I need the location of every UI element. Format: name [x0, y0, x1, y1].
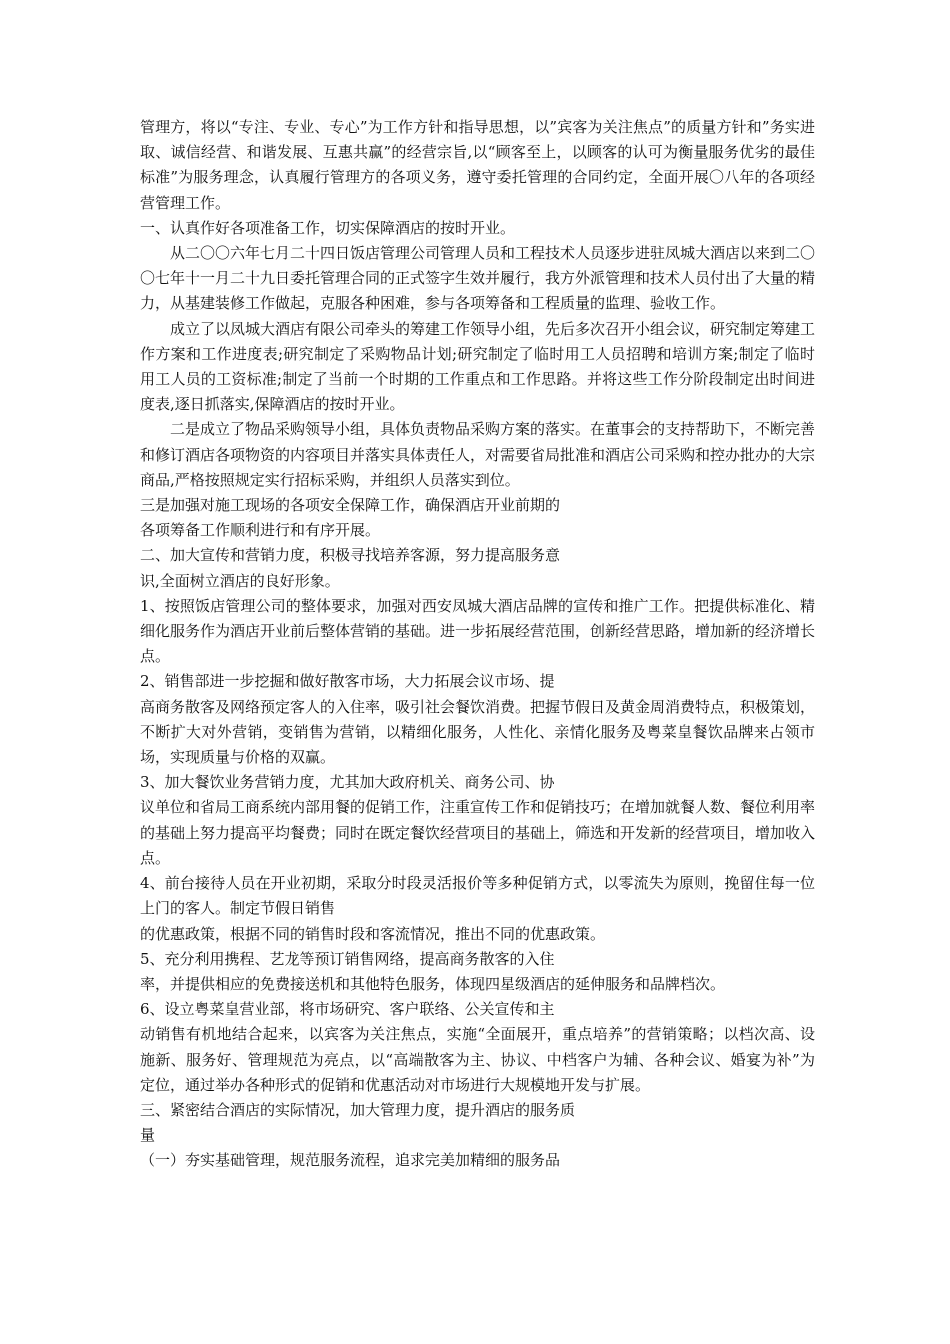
section-heading: 一、认真作好各项准备工作，切实保障酒店的按时开业。: [140, 218, 516, 237]
section-heading: 量: [140, 1126, 156, 1145]
paragraph: 成立了以凤城大酒店有限公司牵头的筹建工作领导小组，先后多次召开小组会议，研究制定筹建工作方案和工作进度表;研究制定了采购物品计划;研究制定了临时用工人员招聘和培训方案;制定了临时用工人员的工资标准;制定了当前一个时期的工作重点和工作思路。并将这些工作分阶段制定出时间进度表,逐日抓落实,保障酒店的按时开业。: [140, 319, 816, 414]
paragraph: 三是加强对施工现场的各项安全保障工作，确保酒店开业前期的: [140, 496, 561, 515]
paragraph: 的优惠政策，根据不同的销售时段和客流情况，推出不同的优惠政策。: [140, 924, 606, 943]
section-heading: 二、加大宣传和营销力度，积极寻找培养客源，努力提高服务意: [140, 546, 561, 565]
paragraph: 高商务散客及网络预定客人的入住率，吸引社会餐饮消费。把握节假日及黄金周消费特点，积极策划，不断扩大对外营销，变销售为营销，以精细化服务，人性化、亲情化服务及粤菜皇餐饮品牌来占领市场，实现质量与价格的双赢。: [140, 697, 816, 767]
subsection-heading: （一）夯实基础管理，规范服务流程，追求完美加精细的服务品: [140, 1151, 561, 1170]
list-item: 5、充分利用携程、艺龙等预订销售网络，提高商务散客的入住: [140, 949, 555, 968]
list-item: 1、按照饭店管理公司的整体要求，加强对西安凤城大酒店品牌的宣传和推广工作。把提供标准化、精细化服务作为酒店开业前后整体营销的基础。进一步拓展经营范围，创新经营思路，增加新的经济增长点。: [140, 596, 816, 666]
paragraph: 管理方，将以“专注、专业、专心”为工作方针和指导思想，以”宾客为关注焦点”的质量方针和”务实进取、诚信经营、和谐发展、互惠共赢”的经营宗旨,以“顾客至上，以顾客的认可为衡量服务优劣的最佳标准”为服务理念，认真履行管理方的各项义务，遵守委托管理的合同约定，全面开展〇八年的各项经营管理工作。: [140, 118, 815, 212]
section-heading: 三、紧密结合酒店的实际情况，加大管理力度，提升酒店的服务质: [140, 1100, 576, 1119]
paragraph: 率，并提供相应的免费接送机和其他特色服务，体现四星级酒店的延伸服务和品牌档次。: [140, 974, 726, 993]
list-item: 6、设立粤菜皇营业部，将市场研究、客户联络、公关宣传和主: [140, 1000, 555, 1019]
paragraph: 议单位和省局工商系统内部用餐的促销工作，注重宣传工作和促销技巧；在增加就餐人数、餐位利用率的基础上努力提高平均餐费；同时在既定餐饮经营项目的基础上，筛选和开发新的经营项目，增加收入点。: [140, 798, 816, 867]
paragraph: 动销售有机地结合起来，以宾客为关注焦点，实施“全面展开，重点培养”的营销策略；以档次高、设施新、服务好、管理规范为亮点，以“高端散客为主、协议、中档客户为辅、各种会议、婚宴为补”为定位，通过举办各种形式的促销和优惠活动对市场进行大规模地开发与扩展。: [140, 1025, 815, 1094]
list-item: 2、销售部进一步挖掘和做好散客市场，大力拓展会议市场、提: [140, 672, 555, 691]
section-heading: 识,全面树立酒店的良好形象。: [140, 571, 340, 590]
list-item: 3、加大餐饮业务营销力度，尤其加大政府机关、商务公司、协: [140, 773, 555, 792]
document-body: [140, 115, 815, 1174]
list-item: 4、前台接待人员在开业初期，采取分时段灵活报价等多种促销方式，以零流失为原则，挽留住每一位上门的客人。制定节假日销售: [140, 874, 815, 918]
paragraph: 二是成立了物品采购领导小组，具体负责物品采购方案的落实。在董事会的支持帮助下，不断完善和修订酒店各项物资的内容项目并落实具体责任人，对需要省局批准和酒店公司采购和控办批办的大宗商品,严格按照规定实行招标采购，并组织人员落实到位。: [140, 420, 816, 489]
paragraph: 各项筹备工作顺利进行和有序开展。: [140, 521, 381, 540]
paragraph: 从二〇〇六年七月二十四日饭店管理公司管理人员和工程技术人员逐步进驻凤城大酒店以来到二〇〇七年十一月二十九日委托管理合同的正式签字生效并履行，我方外派管理和技术人员付出了大量的精力，从基建装修工作做起，克服各种困难，参与各项筹备和工程质量的监理、验收工作。: [140, 244, 816, 313]
